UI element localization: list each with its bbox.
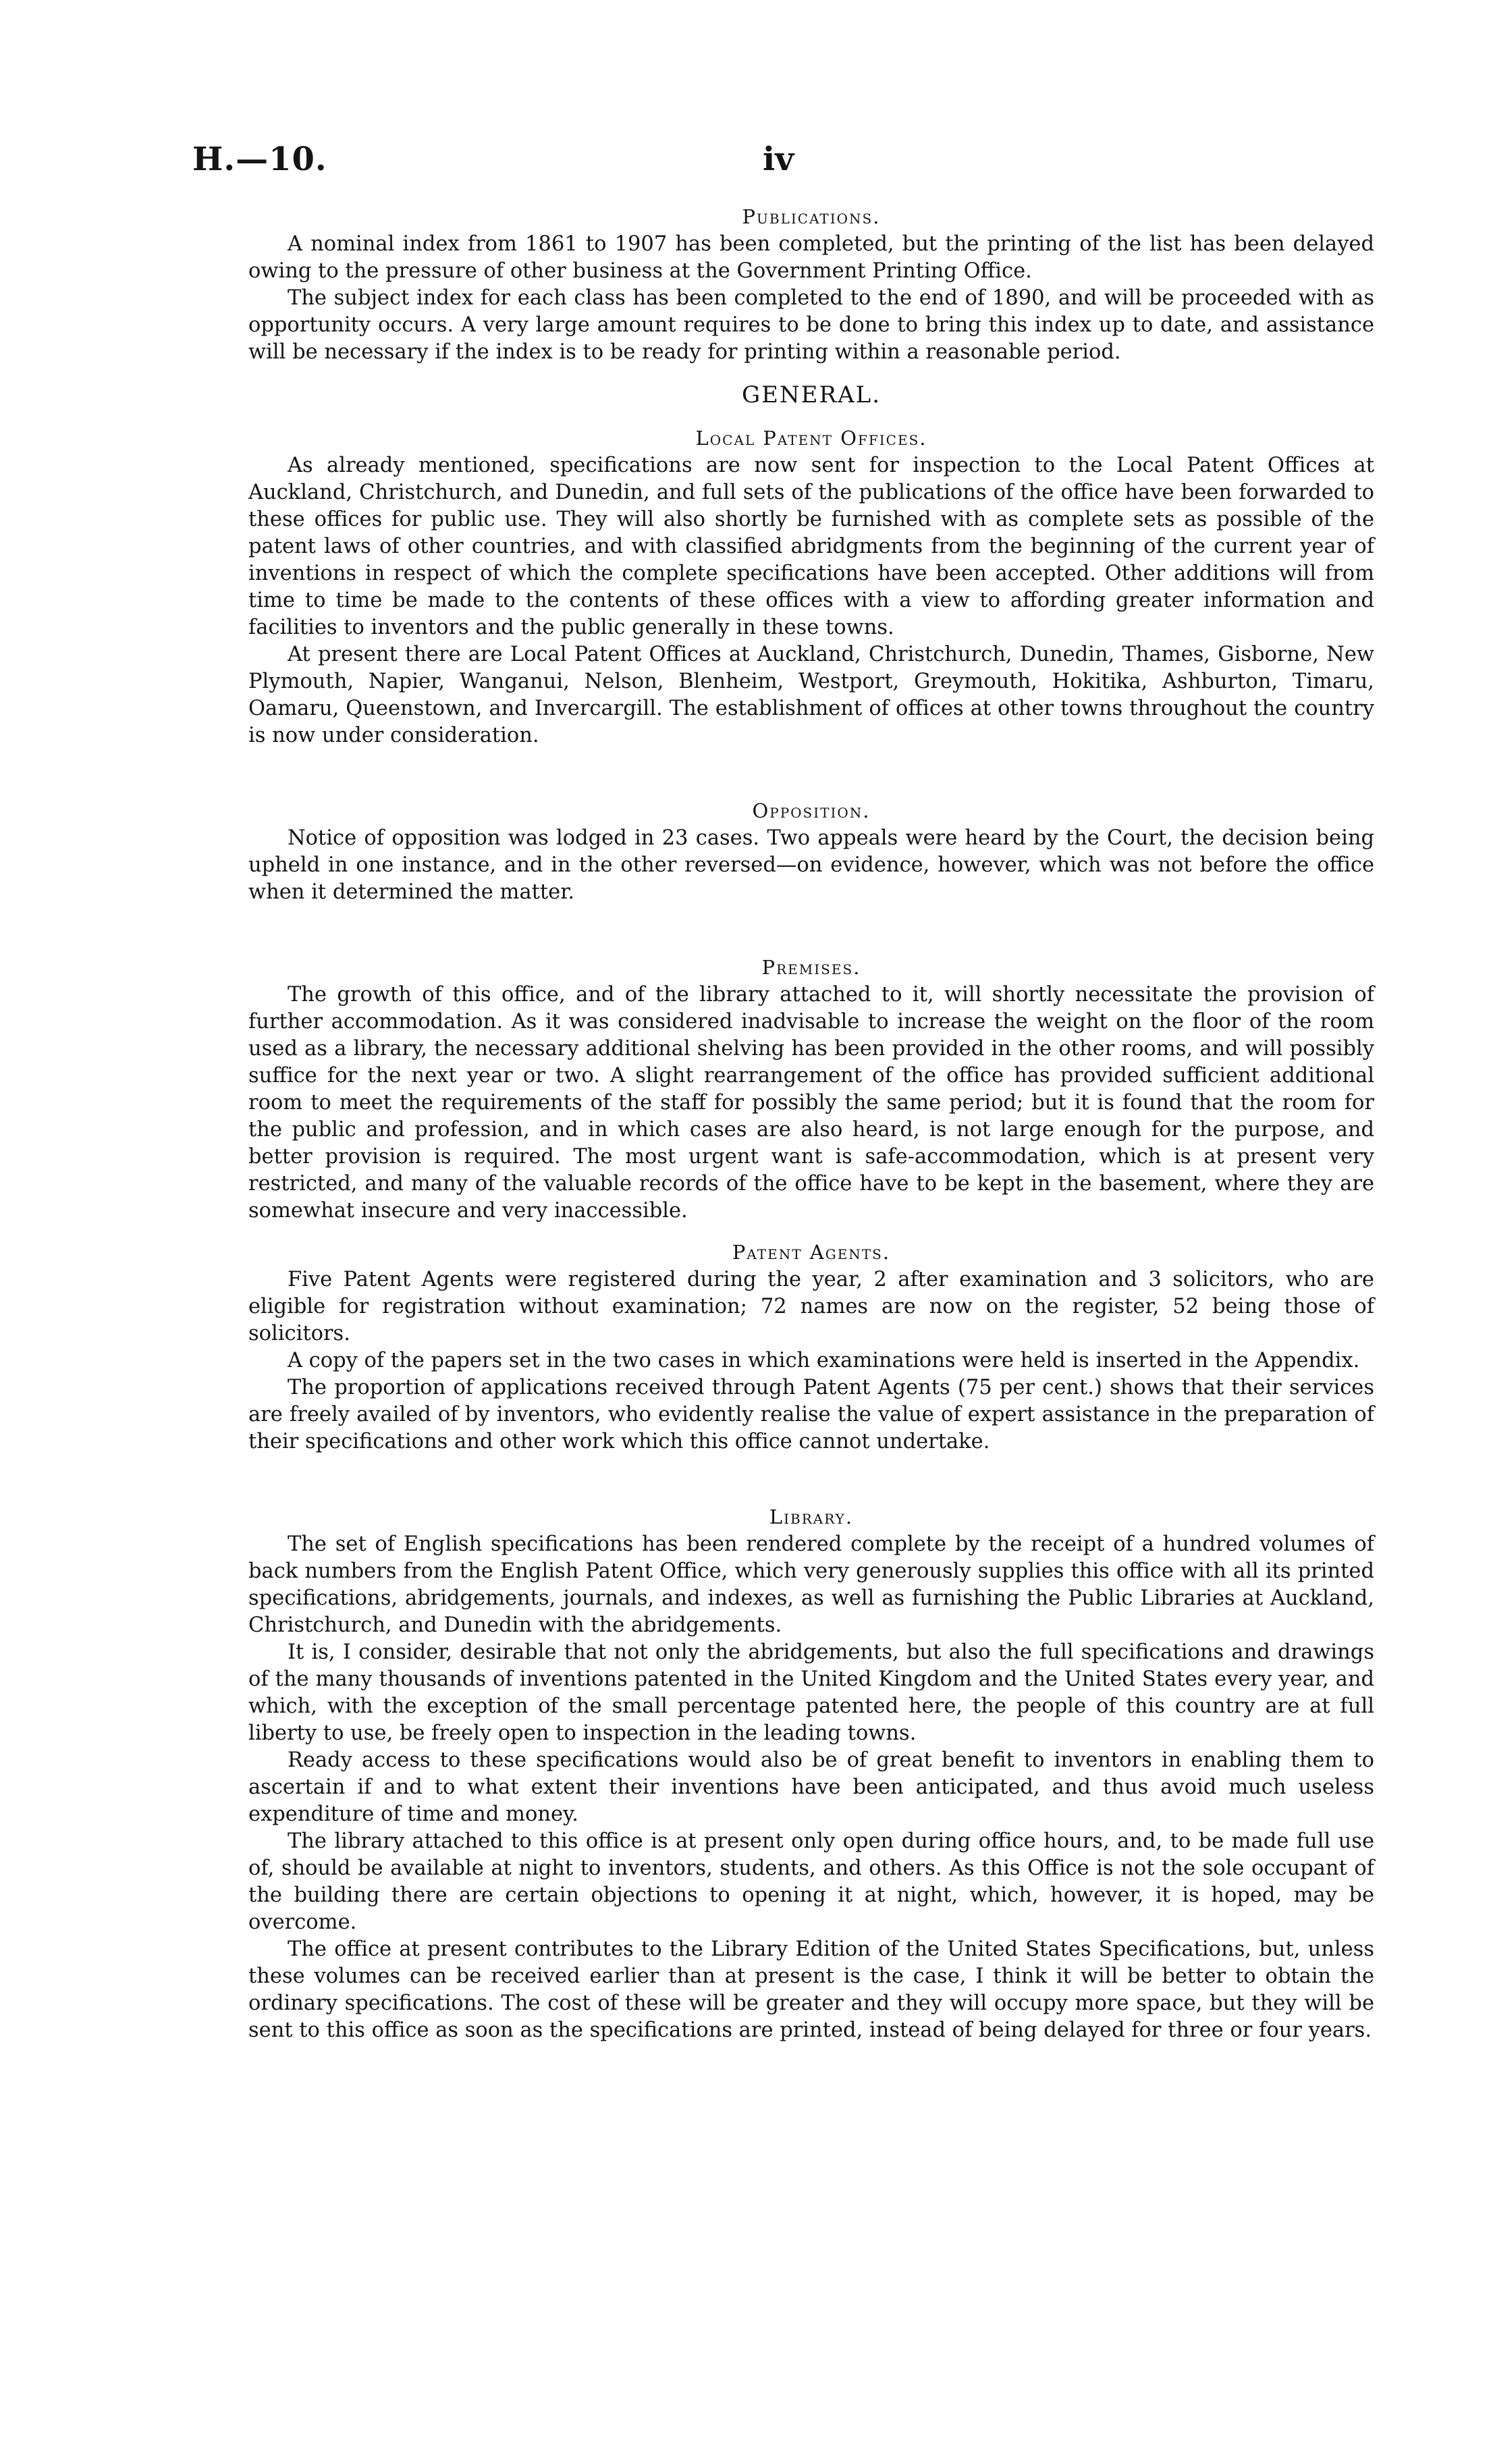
page-number: iv (763, 140, 794, 178)
paragraph: The office at present contributes to the Library Edition of the United States Specifications, but, unless these volumes can be received earlier than at present is the case, I think it will be better to obtain the ordinary specifications. The cost of these will be greater and they will occupy more space, but they will be sent to this office as soon as the specifications are printed, instead of being delayed for three or four years. (248, 1937, 1374, 2042)
page-content (248, 203, 1374, 2044)
paragraph: The set of English specifications has been rendered complete by the receipt of a hundred volumes of back numbers from the English Patent Office, which very generously supplies this office with all its printed specifications, abridgements, journals, and indexes, as well as furnishing the Public Libraries at Auckland, Christchurch, and Dunedin with the abridgements. (248, 1532, 1374, 1637)
section-heading: Local Patent Offices. (695, 427, 927, 450)
document-reference: H.—10. (192, 140, 327, 178)
paragraph: The proportion of applications received through Patent Agents (75 per cent.) shows that their services are freely availed of by inventors, who evidently realise the value of expert assistance in the preparation of their specifications and other work which this office cannot undertake. (248, 1376, 1374, 1453)
paragraph: A copy of the papers set in the two cases in which examinations were held is inserted in the Appendix. (287, 1349, 1360, 1372)
section-local-patent-offices (248, 424, 1374, 749)
paragraph: Ready access to these specifications would also be of great benefit to inventors in enabling them to ascertain if and to what extent their inventions have been anticipated, and thus avoid much useless expenditure of time and money. (248, 1748, 1374, 1826)
section-publications (248, 203, 1374, 366)
section-premises (248, 953, 1374, 1225)
section-heading: Opposition. (752, 799, 871, 822)
paragraph: It is, I consider, desirable that not only the abridgements, but also the full specifications and drawings of the many thousands of inventions patented in the United Kingdom and the United States every year, and which, with the exception of the small percentage patented here, the people of this country are at full liberty to use, be freely open to inspection in the leading towns. (248, 1640, 1374, 1745)
paragraph: Five Patent Agents were registered during the year, 2 after examination and 3 solicitors, who are eligible for registration without examination; 72 names are now on the register, 52 being those of solicitors. (248, 1268, 1374, 1345)
main-heading-general: GENERAL. (741, 381, 882, 408)
section-heading: Library. (769, 1505, 854, 1528)
section-library (248, 1503, 1374, 2044)
paragraph: At present there are Local Patent Offices at Auckland, Christchurch, Dunedin, Thames, Gisborne, New Plymouth, Napier, Wanganui, Nelson, Blenheim, Westport, Greymouth, Hokitika, Ashburton, Timaru, Oamaru, Queenstown, and Invercargill. The establishment of offices at other towns throughout the country is now under consideration. (248, 643, 1374, 747)
section-heading: Patent Agents. (732, 1241, 891, 1264)
section-patent-agents (248, 1238, 1374, 1455)
paragraph: A nominal index from 1861 to 1907 has been completed, but the printing of the list has been delayed owing to the pressure of other business at the Government Printing Office. (248, 232, 1374, 283)
paragraph: Notice of opposition was lodged in 23 cases. Two appeals were heard by the Court, the decision being upheld in one instance, and in the other reversed—on evidence, however, which was not before the office when it determined the matter. (248, 826, 1374, 904)
section-opposition (248, 797, 1374, 906)
section-heading: Publications. (742, 205, 881, 228)
paragraph: As already mentioned, specifications are now sent for inspection to the Local Patent Offices at Auckland, Christchurch, and Dunedin, and full sets of the publications of the office have been forwarded to these offices for public use. They will also shortly be furnished with as complete sets as possible of the patent laws of other countries, and with classified abridgments from the beginning of the current year of inventions in respect of which the complete specifications have been accepted. Other additions will from time to time be made to the contents of these offices with a view to affording greater information and facilities to inventors and the public generally in these towns. (248, 454, 1374, 639)
paragraph: The library attached to this office is at present only open during office hours, and, to be made full use of, should be available at night to inventors, students, and others. As this Office is not the sole occupant of the building there are certain objections to opening it at night, which, however, it is hoped, may be overcome. (248, 1829, 1374, 1934)
paragraph: The growth of this office, and of the library attached to it, will shortly necessitate the provision of further accommodation. As it was considered inadvisable to increase the weight on the floor of the room used as a library, the necessary additional shelving has been provided in the other rooms, and will possibly suffice for the next year or two. A slight rearrangement of the office has provided sufficient additional room to meet the requirements of the staff for possibly the same period; but it is found that the room for the public and profession, and in which cases are also heard, is not large enough for the purpose, and better provision is required. The most urgent want is safe-accommodation, which is at present very restricted, and many of the valuable records of the office have to be kept in the basement, where they are somewhat insecure and very inaccessible. (248, 983, 1374, 1223)
section-heading: Premises. (761, 956, 861, 979)
paragraph: The subject index for each class has been completed to the end of 1890, and will be proceeded with as opportunity occurs. A very large amount requires to be done to bring this index up to date, and assistance will be necessary if the index is to be ready for printing within a reasonable period. (248, 286, 1374, 364)
